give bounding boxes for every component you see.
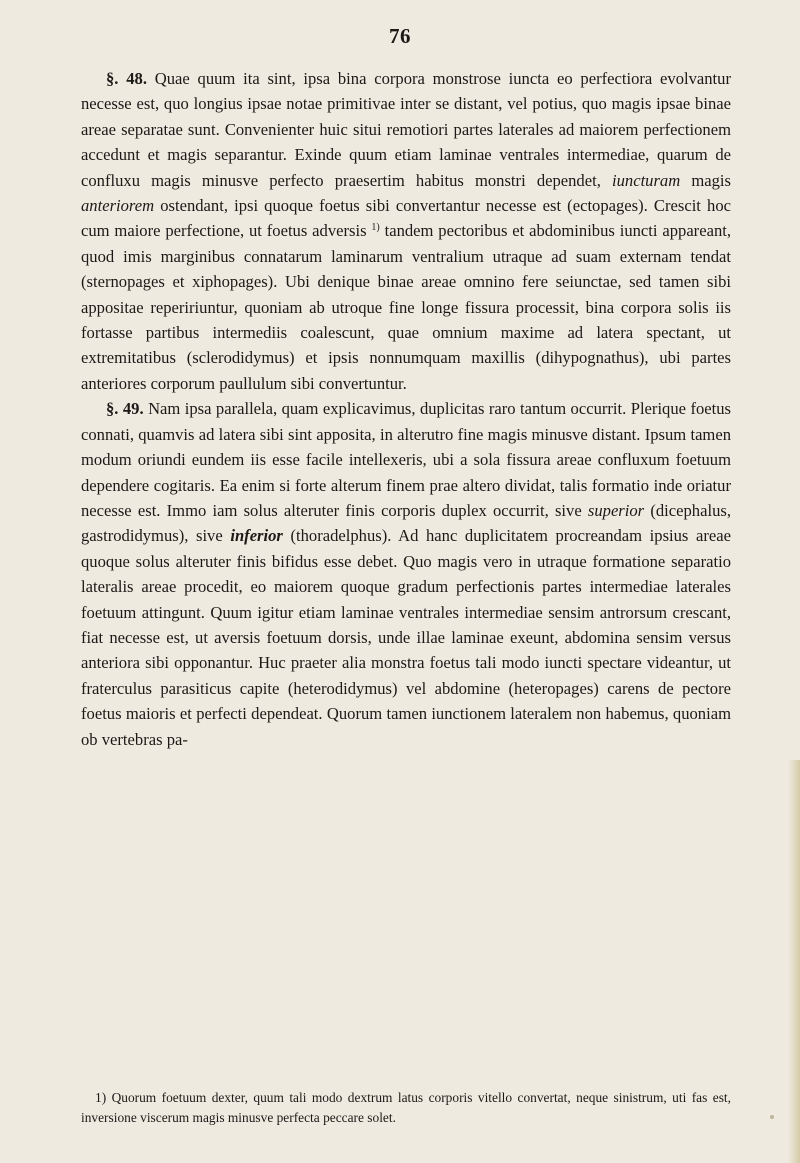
text-run: Nam ipsa parallela, quam explicavimus, duplicitas raro tantum occurrit. Plerique foetus connati, quamvis ad latera sibi sint apposita, in alterutro fine magis minusve distant. Ipsum tamen modum oriundi eundem iis esse facile intellexeris, ubi a sola fissura areae confluxum foetuum dependere cogitaris. Ea enim si forte alterum finem prae altero dividat, talis formatio inde oriatur necesse est. Immo iam solus alteruter finis corporis duplex occurrit, sive [81, 399, 731, 520]
italic-term: inferior [230, 526, 283, 546]
section-heading-48: §. 48. [106, 69, 147, 88]
text-run: tandem pectoribus et abdominibus iuncti appareant, quod imis marginibus connatarum laminarum ventralium utraque ad suam externam tendat (sternopages et xiphopages). Ubi denique binae areae omnino fere seiunctae, sed tamen sibi appositae repeririuntur, quoniam ab utroque fine longe fissura processit, bina corpora solis iis fortasse partibus intermediis coalescunt, quae omnium maxime ad latera spectant, ut extremitatibus (sclerodidymus) et ipsis nonnumquam maxillis (dihypognathus), ubi partes anteriores corporum paullulum sibi convertuntur. [81, 221, 731, 393]
page-number: 76 [389, 24, 411, 48]
italic-term: iuncturam [612, 170, 681, 190]
text-run: Quae quum ita sint, ipsa bina corpora monstrose iuncta eo perfectiora evolvantur necesse est, quo longius ipsae notae primitivae inter se distant, vel potius, quo magis ipsae binae areae separatae sunt. Convenienter huic situi remotiori partes laterales ad maiorem perfectionem accedunt et magis separantur. Exinde quum etiam laminae ventrales intermediae, quarum de confluxu magis minusve perfecto praesertim habitus monstri dependet, [81, 69, 731, 190]
text-run: (thoradelphus). Ad hanc duplicitatem procreandam ipsius areae quoque solus alteruter finis bifidus esse debet. Quo magis vero in utraque formatione separatio lateralis areae procedit, eo maiorem quoque gradum perfectionis partes intermediae laterales foetuum attingunt. Quum igitur etiam laminae ventrales intermediae sensim antrorsum crescant, fiat necesse est, ut aversis foetuum dorsis, unde illae laminae exeunt, abdomina sensim versus anteriora sibi opponantur. Huc praeter alia monstra foetus tali modo iuncti spectare videantur, ut fraterculus parasiticus capite (heterodidymus) vel abdomine (heteropages) carens de pectore foetus maioris et perfecti dependeat. Quorum tamen iunctionem lateralem non habemus, quoniam ob vertebras pa- [81, 526, 731, 749]
footnote [81, 1088, 731, 1127]
page-edge-stain [788, 760, 800, 1163]
italic-term: superior [587, 500, 645, 520]
text-run: ostendant, ipsi quoque foetus sibi convertantur necesse est (ectopages). Crescit hoc cum maiore perfectione, ut foetus adversis [81, 196, 731, 241]
paragraph-49 [81, 396, 731, 752]
paragraph-49-body [81, 399, 731, 748]
footnote-text: 1) Quorum foetuum dexter, quum tali modo dextrum latus corporis vitello convertat, neque sinistrum, uti fas est, inversione viscerum magis minusve perfecta peccare solet. [81, 1090, 731, 1125]
paragraph-48 [81, 66, 731, 396]
italic-term: anteriorem [81, 196, 155, 216]
paper-speck [770, 1115, 774, 1119]
paragraph-48-body [81, 69, 731, 393]
text-run: (dicephalus, gastrodidymus), sive [81, 500, 731, 546]
section-heading-49: §. 49. [106, 399, 144, 419]
footnote-marker: 1) [371, 222, 380, 234]
text-run: magis [680, 170, 731, 190]
main-text [81, 66, 731, 752]
